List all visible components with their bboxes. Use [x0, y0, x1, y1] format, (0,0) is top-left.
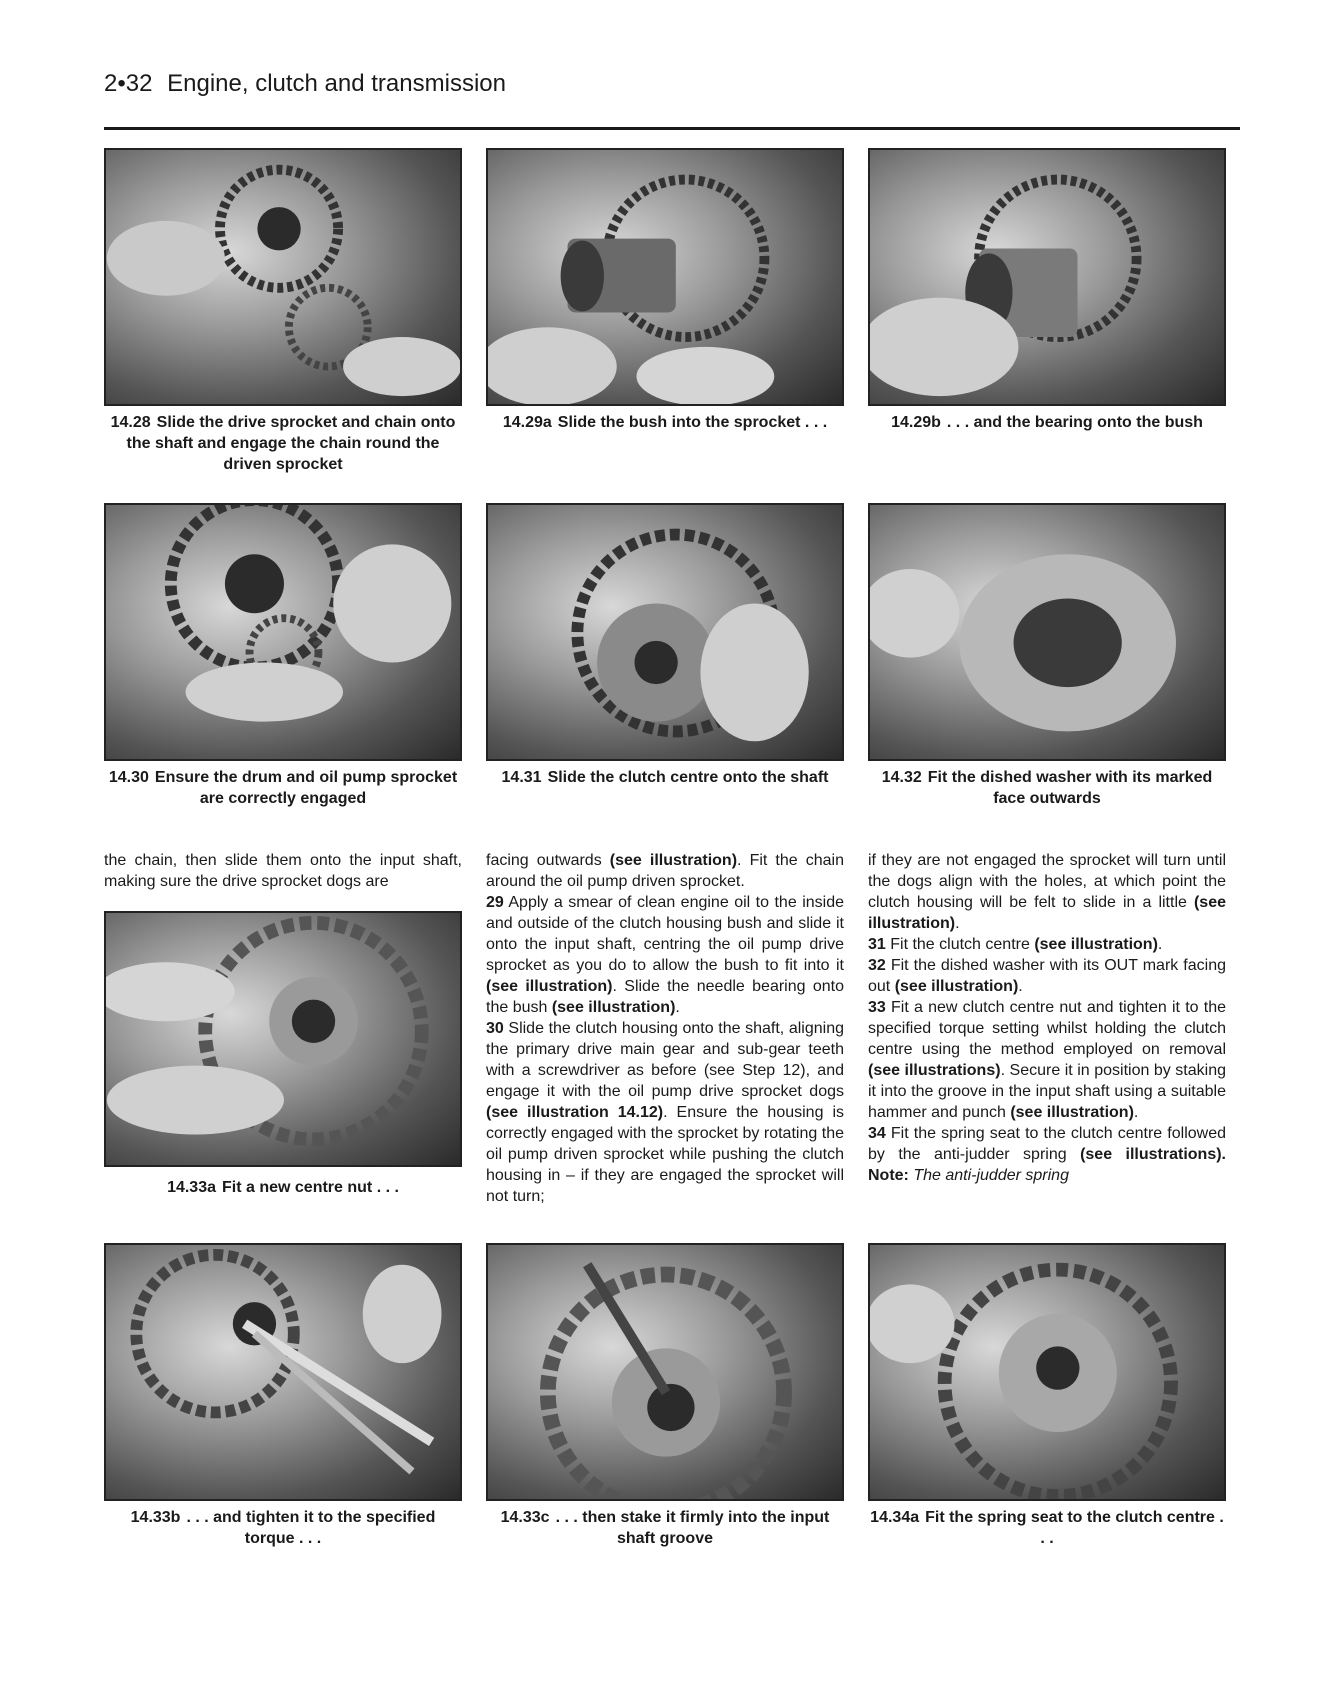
- caption-14-34a: [868, 1507, 1226, 1549]
- caption-text: Slide the drive sprocket and chain onto the shaft and engage the chain round the driven sprocket: [126, 414, 456, 473]
- paragraph-28-end: facing outwards (see illustration). Fit the chain around the oil pump driven sprocket.: [486, 852, 845, 890]
- photo-14-33b: [104, 1243, 462, 1501]
- caption-number: 14.31: [501, 769, 542, 786]
- caption-14-33a: [104, 1177, 462, 1198]
- caption-14-28: [104, 412, 462, 475]
- photo-14-34a: [868, 1243, 1226, 1501]
- caption-number: 14.33c: [500, 1509, 550, 1526]
- caption-text: . . . and tighten it to the specified torque . . .: [186, 1509, 436, 1547]
- photo-14-32: [868, 503, 1226, 761]
- caption-14-29a: [486, 412, 844, 433]
- caption-number: 14.33b: [130, 1509, 181, 1526]
- caption-14-29b: [868, 412, 1226, 433]
- text-column-2: [486, 850, 844, 1207]
- paragraph-step-34: 34 Fit the spring seat to the clutch centre followed by the anti-judder spring (see illustrations). Note: The anti-judder spring: [868, 1125, 1226, 1184]
- header-rule: [104, 127, 1240, 130]
- photo-14-33a: [104, 911, 462, 1167]
- paragraph: the chain, then slide them onto the input shaft, making sure the drive sprocket dogs are: [104, 852, 462, 890]
- caption-text: . . . and the bearing onto the bush: [946, 414, 1203, 431]
- photo-14-31: [486, 503, 844, 761]
- photo-14-29b: [868, 148, 1226, 406]
- caption-number: 14.28: [110, 414, 151, 431]
- caption-number: 14.34a: [870, 1509, 920, 1526]
- caption-number: 14.32: [881, 769, 922, 786]
- paragraph-step-31: 31 Fit the clutch centre (see illustration).: [868, 936, 1163, 953]
- caption-text: Slide the clutch centre onto the shaft: [547, 769, 829, 786]
- paragraph-step-29: 29 Apply a smear of clean engine oil to the inside and outside of the clutch housing bush and slide it onto the input shaft, centring the oil pump drive sprocket as you do to allow the bush to fit into it (see illustration). Slide the needle bearing onto the bush (see illustration).: [486, 894, 845, 1016]
- caption-number: 14.29a: [502, 414, 552, 431]
- caption-text: Slide the bush into the sprocket . . .: [557, 414, 828, 431]
- page-number: 2•32: [104, 70, 153, 97]
- paragraph-step-32: 32 Fit the dished washer with its OUT mark facing out (see illustration).: [868, 957, 1226, 995]
- photo-14-28: [104, 148, 462, 406]
- text-column-1: [104, 850, 462, 892]
- photo-14-33c: [486, 1243, 844, 1501]
- page-header: [104, 70, 506, 98]
- caption-number: 14.33a: [167, 1179, 216, 1196]
- text-column-3: [868, 850, 1226, 1186]
- caption-text: Fit the spring seat to the clutch centre . . .: [925, 1509, 1224, 1547]
- caption-number: 14.29b: [891, 414, 941, 431]
- caption-14-32: [868, 767, 1226, 809]
- caption-14-30: [104, 767, 462, 809]
- chapter-title: Engine, clutch and transmission: [167, 70, 506, 97]
- paragraph-step-33: 33 Fit a new clutch centre nut and tighten it to the specified torque setting whilst holding the clutch centre using the method employed on removal (see illustrations). Secure it in position by staking it into the groove in the input shaft using a suitable hammer and punch (see illustration).: [868, 999, 1226, 1121]
- caption-14-31: [486, 767, 844, 788]
- caption-14-33b: [104, 1507, 462, 1549]
- caption-14-33c: [486, 1507, 844, 1549]
- caption-text: Fit the dished washer with its marked face outwards: [927, 769, 1213, 807]
- paragraph-30-end: if they are not engaged the sprocket will turn until the dogs align with the holes, at which point the clutch housing will be felt to slide in a little (see illustration).: [868, 852, 1226, 932]
- caption-number: 14.30: [108, 769, 149, 786]
- caption-text: . . . then stake it firmly into the input shaft groove: [555, 1509, 830, 1547]
- paragraph-step-30: 30 Slide the clutch housing onto the shaft, aligning the primary drive main gear and sub-gear teeth with a screwdriver as before (see Step 12), and engage it with the oil pump drive sprocket dogs (see illustration 14.12). Ensure the housing is correctly engaged with the sprocket by rotating the oil pump driven sprocket while pushing the clutch housing in – if they are engaged the sprocket will not turn;: [486, 1020, 845, 1205]
- caption-text: Ensure the drum and oil pump sprocket are correctly engaged: [154, 769, 458, 807]
- caption-text: Fit a new centre nut . . .: [222, 1179, 399, 1196]
- photo-14-29a: [486, 148, 844, 406]
- photo-14-30: [104, 503, 462, 761]
